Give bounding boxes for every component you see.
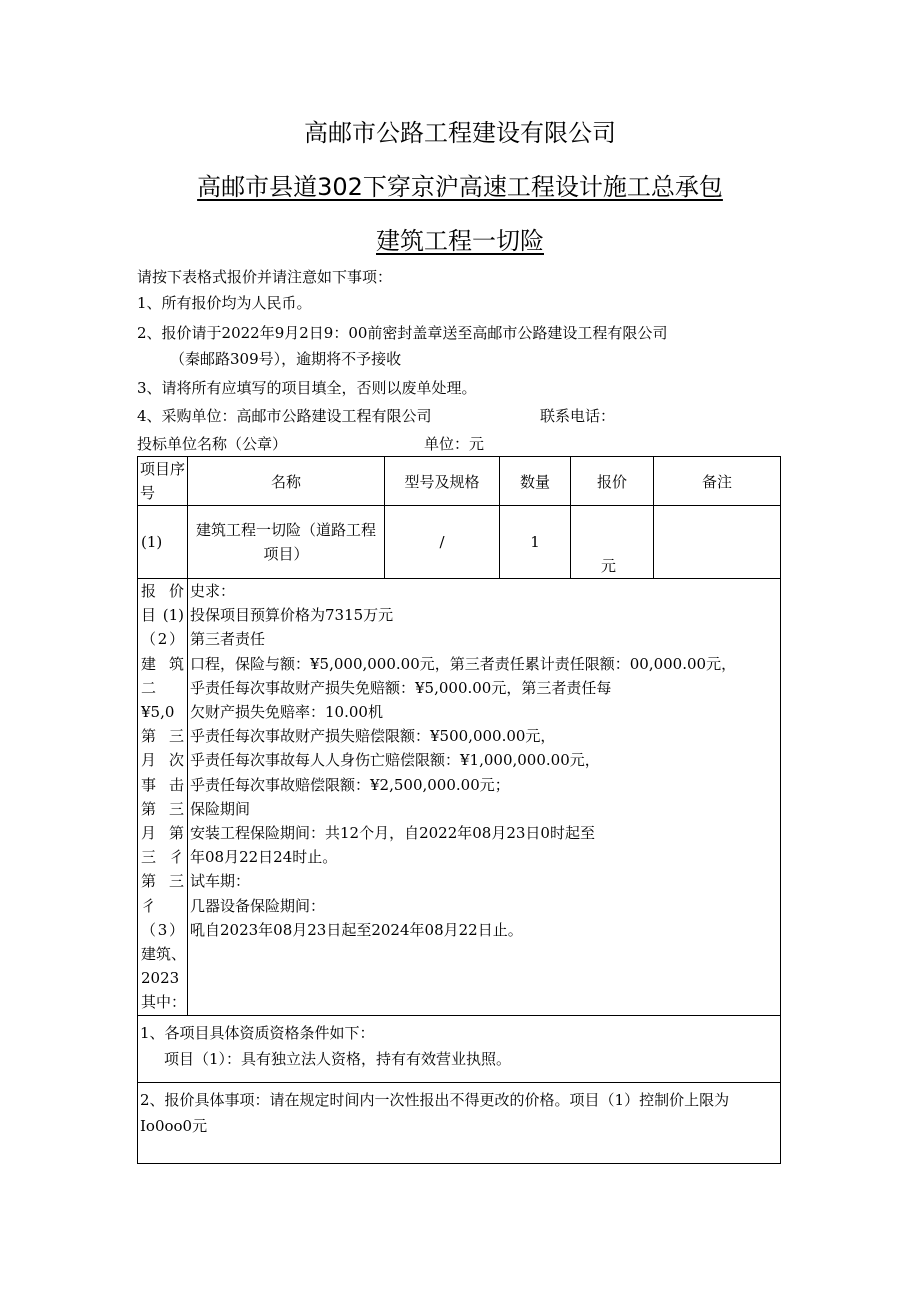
unit-label: 单位：元 — [424, 435, 485, 453]
quote-table — [137, 456, 781, 1164]
qualification-cell — [138, 1015, 781, 1082]
detail-line: 欠财产损失免赔率：10.00机 — [190, 703, 383, 722]
left-col-fragment: ¥5,0 — [141, 703, 175, 722]
detail-line: 乎责任每次事故财产损失免赔额：¥5,000.00元，第三者责任每 — [190, 678, 612, 697]
left-col-fragment: 2023 — [141, 969, 180, 988]
header-name: 名称 — [188, 457, 385, 506]
header-qty: 数量 — [500, 457, 571, 506]
row-name: 建筑工程一切险（道路工程项目） — [188, 506, 385, 579]
intro-lead: 请按下表格式报价并请注意如下事项： — [137, 268, 393, 286]
left-col-fragment: 三 彳 — [141, 848, 184, 867]
insurance-title — [0, 226, 920, 256]
qualification-line-2: 项目（1）：具有独立法人资格，持有有效营业执照。 — [164, 1049, 512, 1068]
row-price-unit: 元 — [601, 557, 617, 575]
left-col-fragment: 第 三 — [141, 799, 184, 818]
left-col-fragment: （2） — [141, 630, 184, 649]
left-col-fragment: 第 三 — [141, 727, 184, 746]
detail-line: 吼自2023年08月23日起至2024年08月22日止。 — [190, 920, 523, 939]
left-col-fragment: 月 次 — [141, 751, 184, 770]
row-note[interactable] — [654, 506, 781, 579]
intro-item-2a: 2、报价请于2022年9月2日9：00前密封盖章送至高邮市公路建设工程有限公司 — [137, 324, 668, 342]
row-spec: / — [385, 506, 500, 579]
table-row — [138, 506, 781, 579]
detail-line: 乎责任每次事故每人人身伤亡赔偿限额：¥1,000,000.00元， — [190, 751, 600, 770]
bidder-name-label: 投标单位名称（公章） — [137, 435, 288, 453]
qualification-row — [138, 1015, 781, 1082]
left-col-fragment: （3） — [141, 920, 184, 939]
price-terms-cell: 2、报价具体事项：请在规定时间内一次性报出不得更改的价格。项目（1）控制价上限为Io0oo0元 — [138, 1082, 781, 1163]
detail-line: 口程，保险与额：¥5,000,000.00元，第三者责任累计责任限额：00,000.00元， — [190, 654, 737, 673]
header-row — [138, 457, 781, 506]
detail-left-column — [138, 579, 188, 1016]
left-col-fragment: 报 价 — [141, 582, 184, 600]
detail-line: 保险期间 — [190, 799, 251, 818]
intro-item-3: 3、请将所有应填写的项目填全，否则以废单处理。 — [137, 379, 477, 397]
detail-row — [138, 579, 781, 1016]
row-seq: (1) — [138, 506, 188, 579]
header-seq: 项目序号 — [138, 457, 188, 506]
project-title-text: 高邮市县道302下穿京沪高速工程设计施工总承包 — [197, 173, 723, 201]
detail-line: 乎责任每次事故赔偿限额：¥2,500,000.00元； — [190, 775, 510, 794]
left-col-fragment: 月 第 — [141, 824, 184, 843]
row-price[interactable] — [571, 506, 654, 579]
left-col-fragment: 第 三 — [141, 872, 184, 891]
detail-line: 试车期： — [190, 872, 251, 891]
left-col-fragment: 目(1) — [141, 606, 184, 625]
left-col-fragment: 二 — [141, 678, 157, 697]
intro-item-1: 1、所有报价均为人民币。 — [137, 294, 312, 312]
price-terms-row — [138, 1082, 781, 1163]
insurance-title-text: 建筑工程一切险 — [376, 227, 544, 255]
project-title — [0, 172, 920, 202]
intro-item-2b: （秦邮路309号），逾期将不予接收 — [170, 350, 402, 368]
detail-line: 年08月22日24时止。 — [190, 848, 338, 867]
intro-item-4-right: 联系电话： — [540, 407, 616, 425]
left-col-fragment: 事 击 — [141, 775, 184, 794]
detail-line: 第三者责任 — [190, 630, 266, 649]
header-spec: 型号及规格 — [385, 457, 500, 506]
row-qty: 1 — [500, 506, 571, 579]
header-price: 报价 — [571, 457, 654, 506]
left-col-fragment: 建筑、 — [141, 945, 187, 964]
header-note: 备注 — [654, 457, 781, 506]
detail-line: 投保项目预算价格为7315万元 — [190, 606, 394, 625]
detail-line: 史求： — [190, 582, 236, 600]
left-col-fragment: 建 筑 — [141, 654, 184, 673]
company-title: 高邮市公路工程建设有限公司 — [304, 119, 616, 147]
qualification-line-1: 1、各项目具体资质资格条件如下： — [140, 1023, 375, 1042]
detail-line: 安装工程保险期间：共12个月，自2022年08月23日0时起至 — [190, 824, 595, 843]
detail-line: 几器设备保险期间： — [190, 896, 326, 915]
detail-content — [188, 579, 781, 1016]
left-col-fragment: 彳 — [141, 896, 157, 915]
detail-line: 乎责任每次事故财产损失赔偿限额：¥500,000.00元， — [190, 727, 556, 746]
left-col-fragment: 其中： — [141, 993, 187, 1012]
intro-item-4-left: 4、采购单位：高邮市公路建设工程有限公司 — [137, 407, 432, 425]
